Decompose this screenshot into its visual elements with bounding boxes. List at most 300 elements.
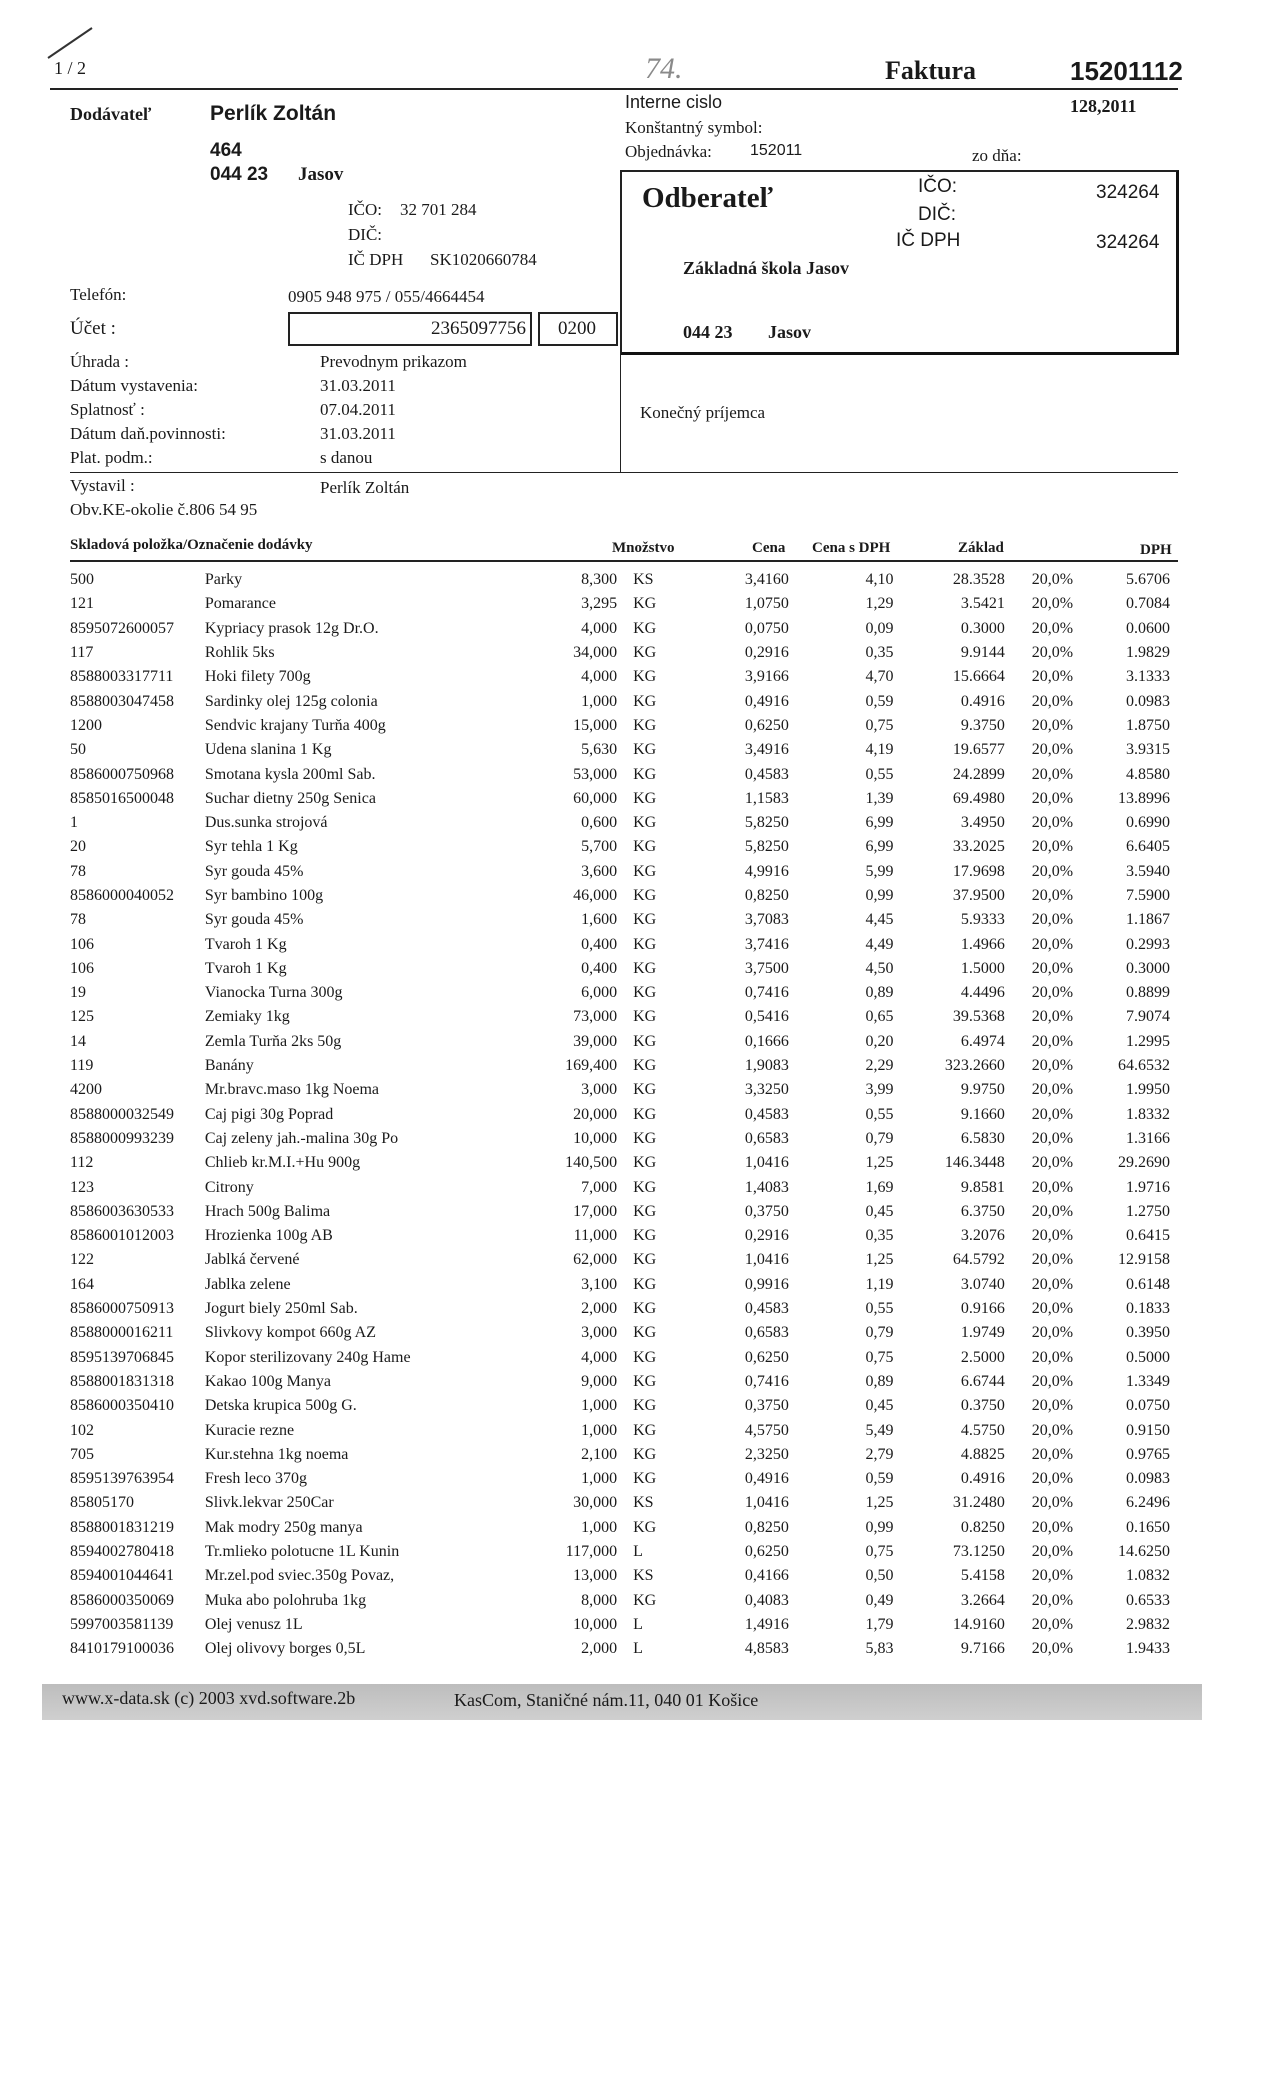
- item-code: 8410179100036: [70, 1640, 174, 1658]
- table-row: [70, 1418, 1170, 1442]
- item-base: 69.4980: [952, 789, 1005, 807]
- item-unit: KG: [633, 1129, 657, 1147]
- item-price-vat: 0,55: [865, 1105, 894, 1123]
- item-vat-rate: 20,0%: [1031, 1397, 1074, 1415]
- item-price-vat: 5,83: [865, 1640, 894, 1658]
- item-base: 4.8825: [960, 1445, 1005, 1463]
- table-row: [70, 1370, 1170, 1394]
- internal-number-label: Interne cislo: [625, 92, 723, 112]
- order-label: Objednávka:: [625, 142, 712, 161]
- item-name: Olej olivovy borges 0,5L: [204, 1640, 366, 1658]
- item-name: Sardinky olej 125g colonia: [204, 692, 378, 710]
- item-base: 1.4966: [960, 935, 1005, 953]
- item-price-vat: 0,59: [865, 692, 894, 710]
- item-price: 3,7083: [744, 911, 789, 929]
- supplier-dic-label: DIČ:: [348, 225, 382, 244]
- item-vat-rate: 20,0%: [1031, 1275, 1074, 1293]
- item-base: 9.9144: [960, 644, 1005, 662]
- item-qty: 1,000: [581, 1470, 618, 1488]
- table-row: [70, 1540, 1170, 1564]
- item-price-vat: 0,89: [865, 984, 894, 1002]
- item-base: 15.6664: [952, 668, 1005, 686]
- item-price-vat: 4,49: [865, 935, 894, 953]
- table-row: [70, 665, 1170, 689]
- item-unit: KG: [633, 789, 657, 807]
- item-vat: 3.1333: [1126, 668, 1170, 686]
- table-header-rule: [70, 560, 1178, 562]
- table-row: [70, 1564, 1170, 1588]
- item-base: 9.1660: [960, 1105, 1005, 1123]
- item-price: 3,4160: [744, 571, 789, 589]
- item-name: Jogurt biely 250ml Sab.: [204, 1300, 358, 1318]
- item-base: 6.3750: [960, 1202, 1005, 1220]
- table-row: [70, 835, 1170, 859]
- item-unit: L: [633, 1615, 643, 1633]
- item-qty: 8,000: [581, 1591, 618, 1609]
- item-price-vat: 0,55: [865, 765, 894, 783]
- item-code: 8586001012003: [70, 1227, 174, 1245]
- internal-number-value: 128,2011: [1070, 96, 1137, 116]
- item-vat-rate: 20,0%: [1031, 862, 1074, 880]
- item-price-vat: 1,25: [865, 1154, 894, 1172]
- item-unit: KS: [633, 1494, 654, 1512]
- table-row: [70, 1200, 1170, 1224]
- item-vat-rate: 20,0%: [1031, 1202, 1074, 1220]
- item-base: 5.9333: [960, 911, 1005, 929]
- item-unit: KG: [633, 741, 657, 759]
- item-vat: 6.2496: [1126, 1494, 1170, 1512]
- item-qty: 4,000: [581, 619, 618, 637]
- item-price-vat: 0,45: [865, 1397, 894, 1415]
- item-unit: KG: [633, 959, 657, 977]
- item-base: 3.2664: [960, 1591, 1005, 1609]
- item-base: 0.8250: [960, 1518, 1005, 1536]
- item-base: 3.4950: [960, 814, 1005, 832]
- item-qty: 140,500: [565, 1154, 618, 1172]
- item-base: 19.6577: [952, 741, 1005, 759]
- item-unit: KG: [633, 838, 657, 856]
- supplier-name: Perlík Zoltán: [210, 102, 337, 125]
- table-row: [70, 1491, 1170, 1515]
- item-price: 0,7416: [744, 1372, 789, 1390]
- item-code: 1200: [70, 716, 102, 734]
- item-vat-rate: 20,0%: [1031, 1518, 1074, 1536]
- table-row: [70, 1637, 1170, 1661]
- item-price: 0,6250: [744, 716, 789, 734]
- item-base: 1.9749: [960, 1324, 1005, 1342]
- item-qty: 1,600: [581, 911, 618, 929]
- item-name: Tr.mlieko polotucne 1L Kunin: [204, 1543, 400, 1561]
- item-vat: 0.9150: [1126, 1421, 1170, 1439]
- item-price: 1,4083: [744, 1178, 789, 1196]
- table-row: [70, 1103, 1170, 1127]
- item-qty: 6,000: [581, 984, 618, 1002]
- item-vat: 0.1650: [1126, 1518, 1170, 1536]
- item-price: 3,7500: [744, 959, 789, 977]
- item-unit: KG: [633, 1008, 657, 1026]
- item-qty: 17,000: [573, 1202, 618, 1220]
- item-vat-rate: 20,0%: [1031, 959, 1074, 977]
- table-row: [70, 932, 1170, 956]
- item-price-vat: 0,75: [865, 716, 894, 734]
- item-base: 4.4496: [960, 984, 1005, 1002]
- item-vat: 6.6405: [1126, 838, 1170, 856]
- item-name: Suchar dietny 250g Senica: [204, 789, 376, 807]
- item-vat-rate: 20,0%: [1031, 1470, 1074, 1488]
- handwritten-number: 74.: [645, 52, 683, 85]
- item-code: 8588003047458: [70, 692, 174, 710]
- item-vat-rate: 20,0%: [1031, 1032, 1074, 1050]
- table-row: [70, 1151, 1170, 1175]
- item-unit: KG: [633, 619, 657, 637]
- item-vat: 0.3000: [1126, 959, 1170, 977]
- item-qty: 1,000: [581, 692, 618, 710]
- item-vat-rate: 20,0%: [1031, 692, 1074, 710]
- table-row: [70, 1030, 1170, 1054]
- item-base: 146.3448: [944, 1154, 1005, 1172]
- item-vat: 12.9158: [1118, 1251, 1170, 1269]
- item-vat: 3.9315: [1126, 741, 1170, 759]
- item-vat: 0.5000: [1126, 1348, 1170, 1366]
- item-vat: 1.9716: [1126, 1178, 1170, 1196]
- supplier-icdph-label: IČ DPH: [348, 250, 404, 269]
- item-name: Mr.bravc.maso 1kg Noema: [204, 1081, 380, 1099]
- item-code: 8588000032549: [70, 1105, 174, 1123]
- item-unit: KG: [633, 765, 657, 783]
- item-base: 24.2899: [952, 765, 1005, 783]
- item-vat-rate: 20,0%: [1031, 838, 1074, 856]
- item-vat: 14.6250: [1118, 1543, 1170, 1561]
- item-price-vat: 0,35: [865, 644, 894, 662]
- item-price-vat: 0,79: [865, 1129, 894, 1147]
- items-table: [70, 568, 1170, 1661]
- item-price: 5,8250: [744, 814, 789, 832]
- item-price-vat: 1,25: [865, 1494, 894, 1512]
- item-vat-rate: 20,0%: [1031, 1640, 1074, 1658]
- item-price-vat: 0,79: [865, 1324, 894, 1342]
- customer-city: Jasov: [768, 322, 812, 342]
- order-number: 152011: [750, 142, 803, 159]
- item-name: Olej venusz 1L: [204, 1615, 303, 1633]
- item-price-vat: 0,99: [865, 887, 894, 904]
- item-vat-rate: 20,0%: [1031, 644, 1074, 662]
- item-price: 0,8250: [744, 887, 789, 904]
- item-base: 64.5792: [952, 1251, 1005, 1269]
- item-code: 122: [70, 1251, 94, 1269]
- item-price: 0,6583: [744, 1324, 789, 1342]
- item-name: Chlieb kr.M.I.+Hu 900g: [204, 1154, 361, 1172]
- item-name: Kur.stehna 1kg noema: [204, 1445, 349, 1463]
- table-row: [70, 1394, 1170, 1418]
- item-qty: 8,300: [581, 571, 618, 589]
- item-price-vat: 3,99: [865, 1081, 894, 1099]
- item-qty: 1,000: [581, 1421, 618, 1439]
- item-qty: 34,000: [573, 644, 618, 662]
- item-price: 4,9916: [744, 862, 789, 880]
- item-code: 164: [70, 1275, 94, 1293]
- item-name: Tvaroh 1 Kg: [204, 959, 287, 977]
- item-name: Mr.zel.pod sviec.350g Povaz,: [204, 1567, 395, 1585]
- item-code: 8588001831318: [70, 1372, 174, 1390]
- table-row: [70, 714, 1170, 738]
- item-qty: 3,295: [581, 595, 618, 613]
- issued-by: Perlík Zoltán: [320, 478, 410, 497]
- item-price: 0,4166: [744, 1567, 789, 1585]
- table-row: [70, 1516, 1170, 1540]
- table-row: [70, 641, 1170, 665]
- item-vat: 0.6415: [1126, 1227, 1170, 1245]
- item-vat: 0.0983: [1126, 692, 1170, 710]
- recipient-divider: [620, 350, 621, 472]
- table-row: [70, 1175, 1170, 1199]
- item-unit: KG: [633, 1591, 657, 1609]
- item-qty: 11,000: [573, 1227, 618, 1245]
- item-base: 9.3750: [960, 716, 1005, 734]
- col-header-price: Cena: [752, 540, 786, 556]
- customer-icdph: 324264: [1096, 232, 1160, 253]
- item-name: Hrach 500g Balima: [204, 1202, 331, 1220]
- item-price: 0,2916: [744, 644, 789, 662]
- item-vat: 0.1833: [1126, 1300, 1170, 1318]
- item-name: Parky: [204, 571, 243, 589]
- item-unit: KG: [633, 935, 657, 953]
- item-vat-rate: 20,0%: [1031, 668, 1074, 686]
- item-vat: 1.8332: [1126, 1105, 1170, 1123]
- item-vat: 4.8580: [1126, 765, 1170, 783]
- item-unit: KG: [633, 595, 657, 613]
- item-unit: KG: [633, 911, 657, 929]
- item-unit: KS: [633, 1567, 654, 1585]
- item-qty: 15,000: [573, 716, 618, 734]
- due-date-label: Splatnosť :: [70, 400, 145, 419]
- item-vat-rate: 20,0%: [1031, 1300, 1074, 1318]
- item-qty: 46,000: [573, 887, 618, 904]
- item-code: 500: [70, 571, 94, 589]
- item-name: Kypriacy prasok 12g Dr.O.: [204, 619, 379, 637]
- col-header-item: Skladová položka/Označenie dodávky: [70, 537, 313, 553]
- item-code: 8586000350069: [70, 1591, 174, 1609]
- item-price-vat: 4,70: [865, 668, 894, 686]
- doc-title: Faktura: [885, 56, 976, 85]
- item-code: 119: [70, 1057, 94, 1075]
- item-price-vat: 0,75: [865, 1543, 894, 1561]
- item-code: 8586000750968: [70, 765, 174, 783]
- item-code: 8588001831219: [70, 1518, 174, 1536]
- table-row: [70, 1248, 1170, 1272]
- item-name: Muka abo polohruba 1kg: [204, 1591, 367, 1609]
- item-vat: 1.3349: [1126, 1372, 1170, 1390]
- item-base: 37.9500: [952, 887, 1005, 904]
- item-vat-rate: 20,0%: [1031, 1129, 1074, 1147]
- item-price: 0,4083: [744, 1591, 789, 1609]
- table-row: [70, 689, 1170, 713]
- item-code: 121: [70, 595, 94, 613]
- item-qty: 13,000: [573, 1567, 618, 1585]
- item-vat: 1.9950: [1126, 1081, 1170, 1099]
- tax-date-label: Dátum daň.povinnosti:: [70, 424, 226, 443]
- item-vat: 1.8750: [1126, 716, 1170, 734]
- table-row: [70, 787, 1170, 811]
- table-row: [70, 811, 1170, 835]
- item-name: Syr gouda 45%: [204, 862, 304, 880]
- item-base: 323.2660: [944, 1057, 1005, 1075]
- item-price: 0,1666: [744, 1032, 789, 1050]
- item-base: 3.5421: [960, 595, 1005, 613]
- item-price-vat: 0,20: [865, 1032, 894, 1050]
- item-vat-rate: 20,0%: [1031, 571, 1074, 589]
- item-unit: KG: [633, 1445, 657, 1463]
- item-price: 3,4916: [744, 741, 789, 759]
- item-unit: KG: [633, 1397, 657, 1415]
- item-vat: 1.2995: [1126, 1032, 1170, 1050]
- const-symbol-label: Konštantný symbol:: [625, 118, 763, 137]
- item-base: 6.6744: [960, 1372, 1005, 1390]
- customer-ico: 324264: [1096, 182, 1160, 203]
- item-price-vat: 1,19: [865, 1275, 894, 1293]
- item-code: 50: [70, 741, 86, 759]
- item-qty: 62,000: [573, 1251, 618, 1269]
- item-vat-rate: 20,0%: [1031, 911, 1074, 929]
- customer-name: Základná škola Jasov: [683, 258, 850, 278]
- item-name: Syr bambino 100g: [204, 887, 324, 904]
- item-name: Caj pigi 30g Poprad: [204, 1105, 334, 1123]
- item-code: 8585016500048: [70, 789, 174, 807]
- account-number: 2365097756: [431, 318, 526, 339]
- payment-terms: s danou: [320, 448, 373, 467]
- item-vat: 0.8899: [1126, 984, 1170, 1002]
- item-base: 2.5000: [960, 1348, 1005, 1366]
- col-header-vat: DPH: [1140, 542, 1172, 558]
- item-price-vat: 6,99: [865, 814, 894, 832]
- table-row: [70, 617, 1170, 641]
- item-price-vat: 0,35: [865, 1227, 894, 1245]
- item-price: 0,6583: [744, 1129, 789, 1147]
- item-qty: 3,600: [581, 862, 618, 880]
- item-price: 0,2916: [744, 1227, 789, 1245]
- item-name: Mak modry 250g manya: [204, 1518, 363, 1536]
- item-qty: 7,000: [581, 1178, 618, 1196]
- item-name: Rohlik 5ks: [204, 644, 275, 662]
- bank-code: 0200: [558, 318, 596, 339]
- item-vat-rate: 20,0%: [1031, 1615, 1074, 1633]
- item-base: 0.3000: [960, 619, 1005, 637]
- item-vat-rate: 20,0%: [1031, 935, 1074, 953]
- item-price-vat: 0,65: [865, 1008, 894, 1026]
- supplier-zip: 044 23: [210, 164, 269, 185]
- customer-zip: 044 23: [683, 322, 733, 342]
- table-row: [70, 860, 1170, 884]
- item-code: 117: [70, 644, 94, 662]
- item-vat-rate: 20,0%: [1031, 789, 1074, 807]
- item-price: 0,4583: [744, 1300, 789, 1318]
- item-name: Tvaroh 1 Kg: [204, 935, 287, 953]
- item-vat: 3.5940: [1126, 862, 1170, 880]
- item-price-vat: 5,49: [865, 1421, 894, 1439]
- item-price-vat: 1,79: [865, 1615, 894, 1633]
- table-row: [70, 981, 1170, 1005]
- item-price-vat: 0,09: [865, 619, 894, 637]
- item-qty: 4,000: [581, 668, 618, 686]
- item-vat-rate: 20,0%: [1031, 814, 1074, 832]
- item-code: 112: [70, 1154, 94, 1172]
- item-qty: 0,600: [581, 814, 618, 832]
- item-qty: 117,000: [565, 1543, 618, 1561]
- col-header-price-vat: Cena s DPH: [812, 540, 891, 556]
- item-code: 8595139706845: [70, 1348, 174, 1366]
- item-unit: KG: [633, 887, 657, 904]
- item-code: 85805170: [70, 1494, 134, 1512]
- item-price: 1,0750: [744, 595, 789, 613]
- item-name: Slivkovy kompot 660g AZ: [204, 1324, 376, 1342]
- item-unit: KG: [633, 1518, 657, 1536]
- item-name: Zemla Turňa 2ks 50g: [204, 1032, 342, 1050]
- item-price-vat: 1,25: [865, 1251, 894, 1269]
- item-code: 8595139763954: [70, 1470, 174, 1488]
- table-row: [70, 1297, 1170, 1321]
- item-price-vat: 4,19: [865, 741, 894, 759]
- table-row: [70, 762, 1170, 786]
- item-vat: 1.9829: [1126, 644, 1170, 662]
- item-price: 0,4583: [744, 765, 789, 783]
- item-price-vat: 0,75: [865, 1348, 894, 1366]
- table-row: [70, 1005, 1170, 1029]
- customer-label: Odberateľ: [642, 182, 774, 214]
- item-code: 125: [70, 1008, 94, 1026]
- item-vat: 1.1867: [1126, 911, 1170, 929]
- item-code: 106: [70, 935, 94, 953]
- col-header-base: Základ: [958, 540, 1004, 556]
- footer-software: www.x-data.sk (c) 2003 xvd.software.2b: [62, 1688, 356, 1708]
- item-unit: KG: [633, 1324, 657, 1342]
- item-unit: KG: [633, 1470, 657, 1488]
- item-qty: 3,000: [581, 1081, 618, 1099]
- item-vat: 64.6532: [1118, 1057, 1170, 1075]
- item-unit: KG: [633, 1227, 657, 1245]
- item-qty: 39,000: [573, 1032, 618, 1050]
- item-price: 4,8583: [744, 1640, 789, 1658]
- payment-terms-label: Plat. podm.:: [70, 448, 153, 467]
- item-unit: KG: [633, 1348, 657, 1366]
- item-vat-rate: 20,0%: [1031, 741, 1074, 759]
- table-row: [70, 1224, 1170, 1248]
- item-code: 5997003581139: [70, 1615, 174, 1633]
- supplier-label: Dodávateľ: [70, 104, 152, 124]
- table-row: [70, 568, 1170, 592]
- item-vat-rate: 20,0%: [1031, 1591, 1074, 1609]
- item-name: Banány: [204, 1057, 254, 1075]
- item-vat: 0.0600: [1126, 619, 1170, 637]
- item-code: 8586003630533: [70, 1202, 174, 1220]
- item-price-vat: 5,99: [865, 862, 894, 880]
- table-row: [70, 1346, 1170, 1370]
- item-price: 5,8250: [744, 838, 789, 856]
- item-price-vat: 4,45: [865, 911, 894, 929]
- item-vat-rate: 20,0%: [1031, 1008, 1074, 1026]
- item-price: 3,9166: [744, 668, 789, 686]
- item-name: Sendvic krajany Turňa 400g: [204, 716, 386, 734]
- page-number: 1 / 2: [54, 58, 87, 78]
- item-vat-rate: 20,0%: [1031, 1105, 1074, 1123]
- supplier-ico: 32 701 284: [400, 200, 477, 219]
- supplier-icdph: SK1020660784: [430, 250, 537, 269]
- item-vat-rate: 20,0%: [1031, 765, 1074, 783]
- item-unit: KG: [633, 1421, 657, 1439]
- item-vat: 0.3950: [1126, 1324, 1170, 1342]
- table-row: [70, 1078, 1170, 1102]
- item-unit: KG: [633, 692, 657, 710]
- customer-ico-label: IČO:: [918, 176, 958, 197]
- item-price-vat: 0,45: [865, 1202, 894, 1220]
